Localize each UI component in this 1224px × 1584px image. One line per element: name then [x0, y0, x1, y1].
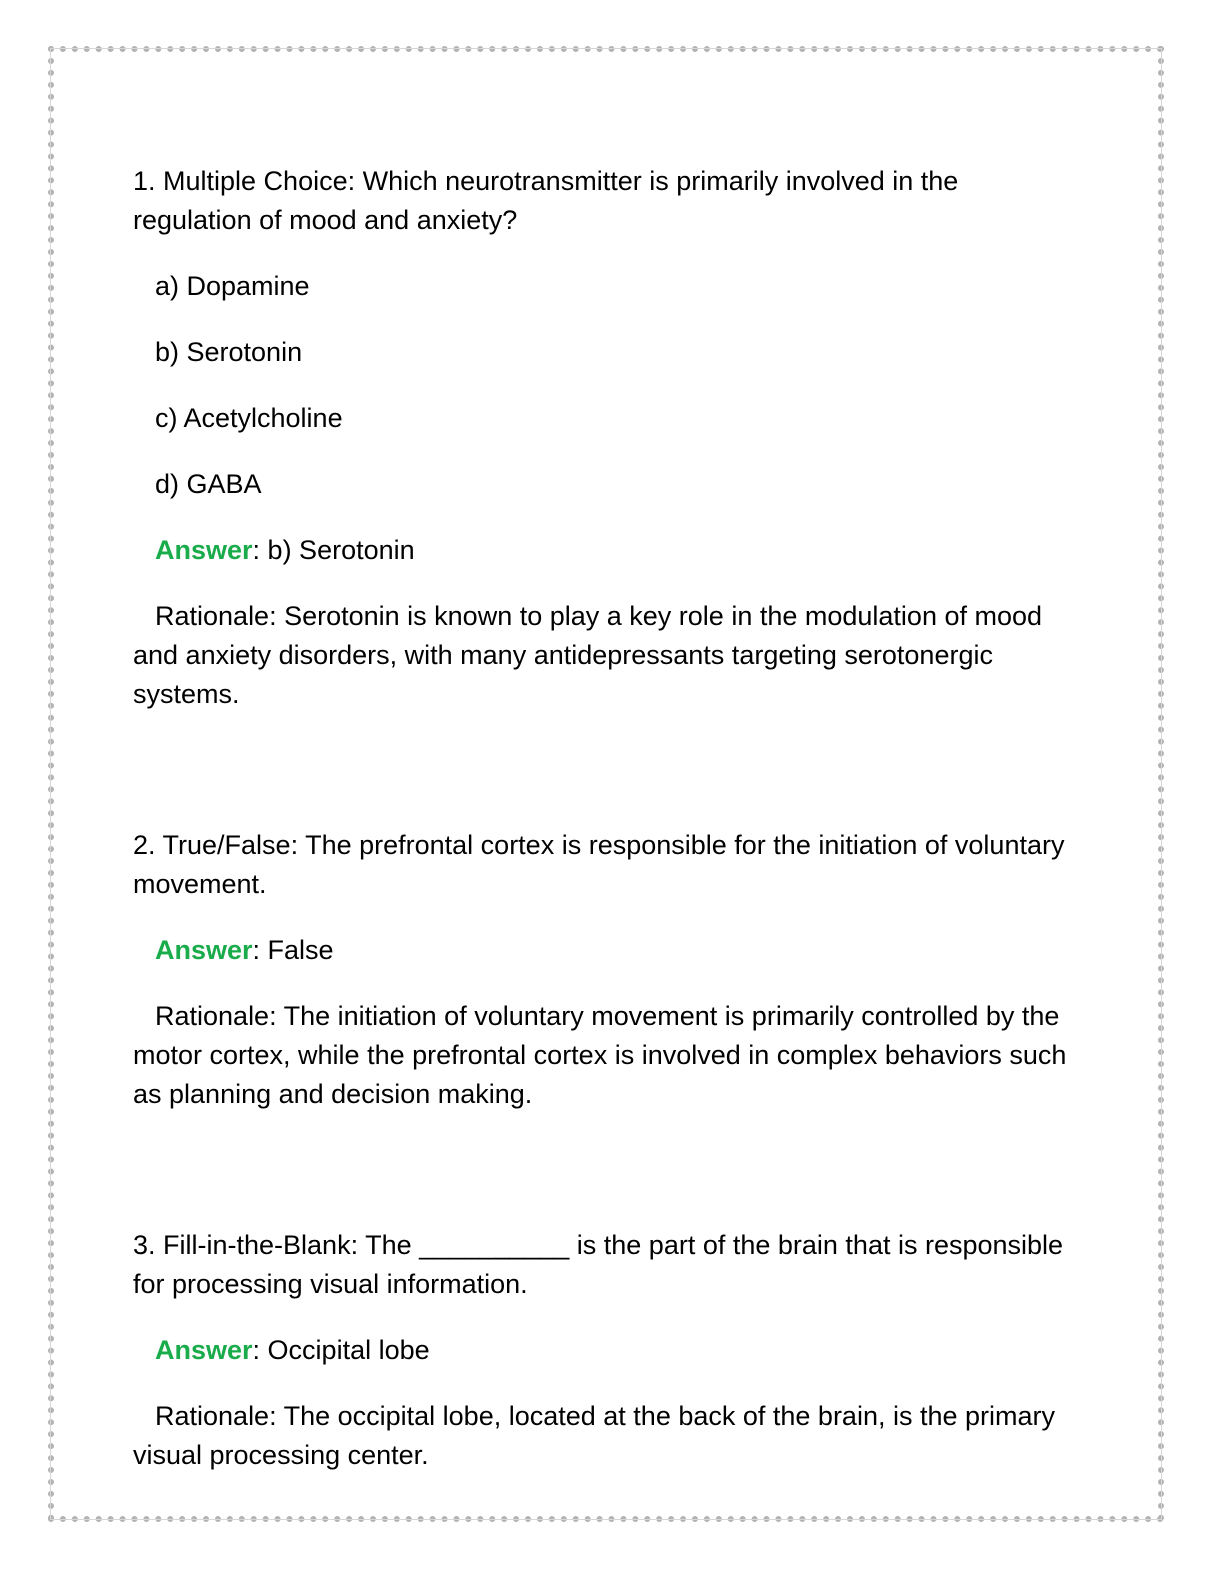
question-3-prompt: 3. Fill-in-the-Blank: The __________ is the part of the brain that is responsible for processing visual information. [133, 1230, 1064, 1299]
answer-label: Answer [155, 535, 253, 565]
question-1-option-c: c) Acetylcholine [155, 403, 343, 433]
question-2-rationale: Rationale: The initiation of voluntary movement is primarily controlled by the motor cortex, while the prefrontal cortex is involved in complex behaviors such as planning and decision making. [133, 1001, 1067, 1109]
question-3 [133, 1226, 1083, 1475]
question-1-option-a: a) Dopamine [155, 271, 310, 301]
question-3-answer [133, 1331, 1083, 1370]
answer-text: : b) Serotonin [252, 535, 415, 565]
answer-label: Answer [155, 935, 253, 965]
question-1-rationale: Rationale: Serotonin is known to play a key role in the modulation of mood and anxiety disorders, with many antidepressants targeting serotonergic systems. [133, 601, 1043, 709]
question-3-rationale: Rationale: The occipital lobe, located at the back of the brain, is the primary visual processing center. [133, 1401, 1056, 1470]
question-2 [133, 826, 1083, 1114]
question-2-answer [133, 931, 1083, 970]
question-1-answer [133, 531, 1083, 570]
answer-text: : False [252, 935, 334, 965]
question-1-option-d: d) GABA [155, 469, 262, 499]
document-body [133, 162, 1083, 1475]
question-1-option-b: b) Serotonin [155, 337, 303, 367]
answer-text: : Occipital lobe [252, 1335, 430, 1365]
question-1 [133, 162, 1083, 714]
question-2-prompt: 2. True/False: The prefrontal cortex is responsible for the initiation of voluntary movement. [133, 830, 1065, 899]
answer-label: Answer [155, 1335, 253, 1365]
question-1-prompt: 1. Multiple Choice: Which neurotransmitter is primarily involved in the regulation of mood and anxiety? [133, 166, 959, 235]
